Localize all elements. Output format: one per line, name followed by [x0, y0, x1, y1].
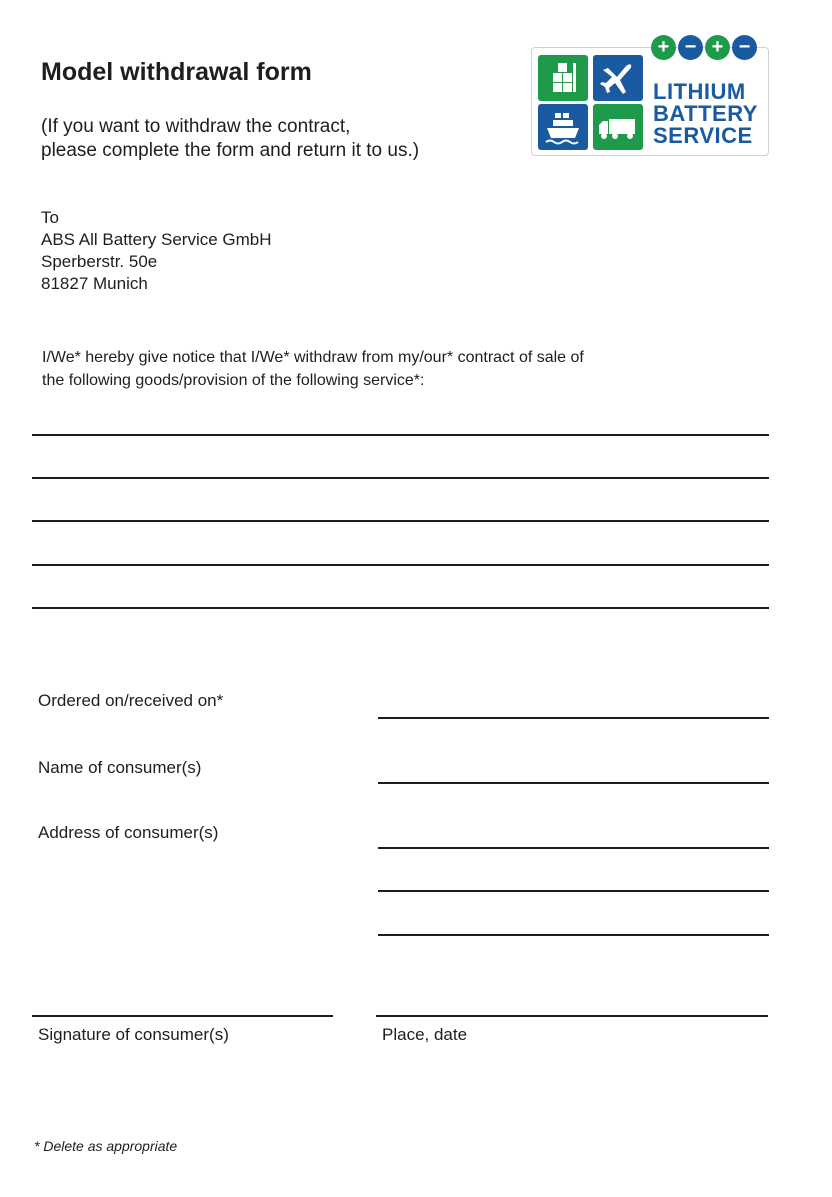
logo-text-service: SERVICE [653, 123, 753, 148]
signature-label: Signature of consumer(s) [38, 1025, 229, 1044]
place-date-label: Place, date [382, 1025, 468, 1044]
notice-line-2: the following goods/provision of the following service*: [42, 372, 425, 389]
goods-line[interactable] [32, 564, 769, 566]
intro-line-1: (If you want to withdraw the contract, [41, 116, 351, 137]
consumer-name-field[interactable] [378, 782, 769, 784]
company-logo [531, 36, 769, 156]
withdrawal-notice [42, 346, 584, 392]
minus-icon: − [732, 35, 757, 60]
logo-text-lithium: LITHIUM [653, 79, 746, 104]
goods-line[interactable] [32, 607, 769, 609]
intro-line-2: please complete the form and return it to us.) [41, 140, 420, 161]
signature-field[interactable] [32, 1015, 333, 1017]
page-title: Model withdrawal form [41, 58, 312, 86]
ordered-on-field[interactable] [378, 717, 769, 719]
footnote: * Delete as appropriate [34, 1138, 178, 1154]
minus-icon: − [678, 35, 703, 60]
recipient-city: 81827 Munich [41, 274, 148, 293]
plus-icon: + [651, 35, 676, 60]
boxes-icon [538, 55, 588, 101]
place-date-field[interactable] [376, 1015, 768, 1017]
notice-line-1: I/We* hereby give notice that I/We* withdraw from my/our* contract of sale of [42, 349, 584, 366]
truck-icon [593, 104, 643, 150]
consumer-name-label: Name of consumer(s) [38, 758, 202, 777]
consumer-address-label: Address of consumer(s) [38, 823, 219, 842]
consumer-address-field[interactable] [378, 890, 769, 892]
intro-text [41, 115, 419, 163]
ordered-on-label: Ordered on/received on* [38, 691, 224, 710]
airplane-icon [593, 55, 643, 101]
plus-icon: + [705, 35, 730, 60]
logo-text-battery: BATTERY [653, 101, 758, 126]
consumer-address-field[interactable] [378, 847, 769, 849]
recipient-label: To [41, 208, 59, 227]
recipient-address [41, 207, 272, 295]
goods-line[interactable] [32, 520, 769, 522]
consumer-address-field[interactable] [378, 934, 769, 936]
ship-icon [538, 104, 588, 150]
goods-line[interactable] [32, 477, 769, 479]
goods-line[interactable] [32, 434, 769, 436]
recipient-street: Sperberstr. 50e [41, 252, 158, 271]
recipient-company: ABS All Battery Service GmbH [41, 230, 272, 249]
